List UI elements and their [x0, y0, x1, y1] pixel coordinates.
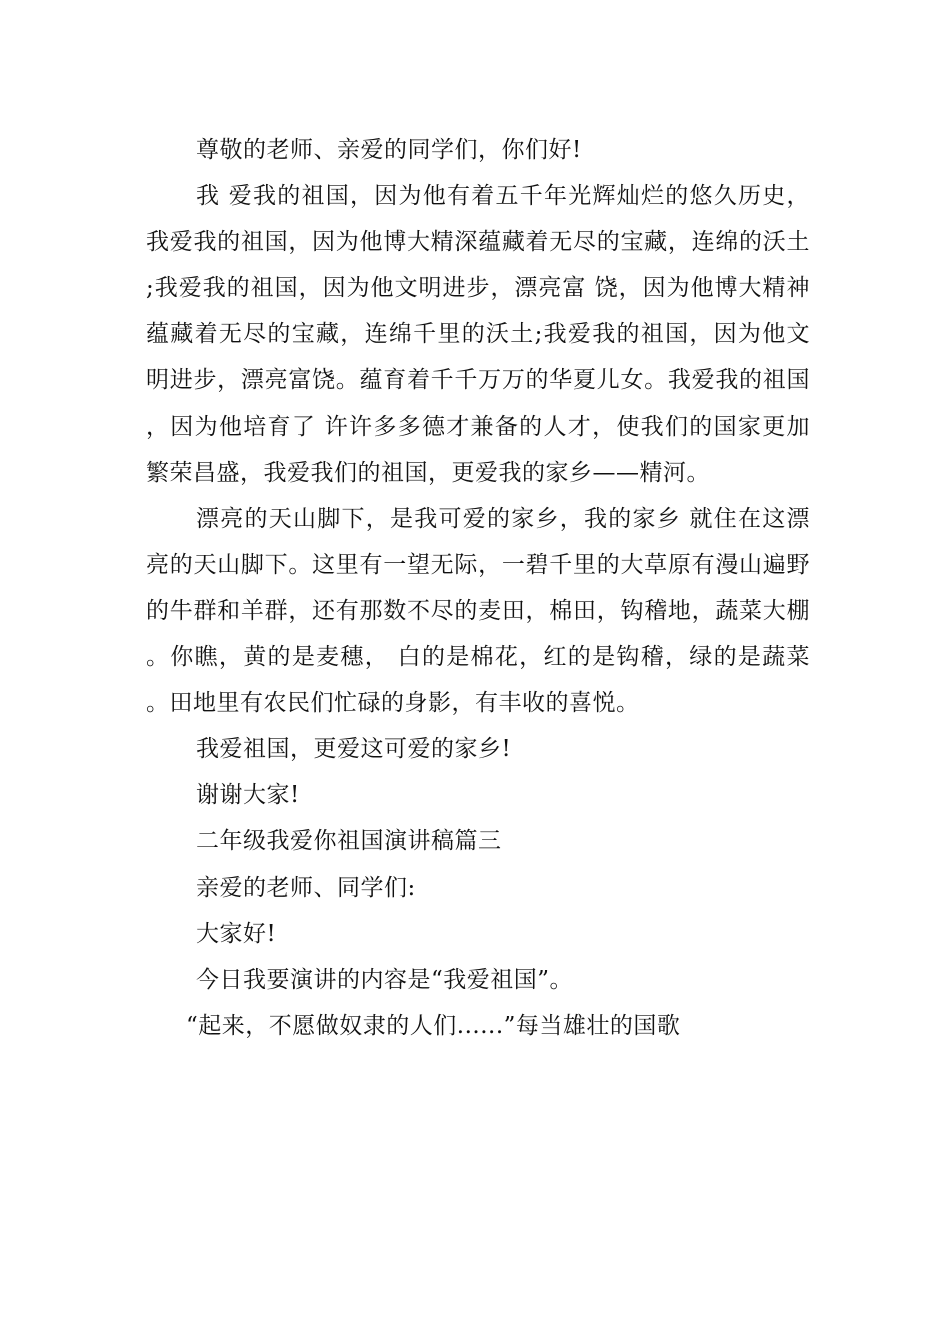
- anthem-paragraph: “起来，不愿做奴隶的人们......”每当雄壮的国歌: [186, 1012, 681, 1039]
- speech-body: [146, 127, 810, 1049]
- greeting-paragraph: 尊敬的老师、亲爱的同学们，你们好!: [196, 137, 582, 163]
- hello-line: 大家好!: [196, 920, 277, 947]
- hometown-paragraph: 漂亮的天山脚下，是我可爱的家乡，我的家乡 就住在这漂亮的天山脚下。这里有一望无际，一碧千里的大草原有漫山遍野的牛群和羊群，还有那数不尽的麦田，棉田，钩稽地，蔬菜大棚。你瞧，黄的是麦穗， 白的是棉花，红的是钩稽，绿的是蔬菜。田地里有农民们忙碌的身影，有丰收的喜悦。: [146, 505, 810, 717]
- topic-line: 今日我要演讲的内容是“我爱祖国”。: [196, 966, 574, 993]
- section-heading: 二年级我爱你祖国演讲稿篇三: [196, 828, 502, 855]
- love-motherland-paragraph: 我 爱我的祖国，因为他有着五千年光辉灿烂的悠久历史，我爱我的祖国，因为他博大精深蕴藏着无尽的宝藏，连绵的沃土;我爱我的祖国，因为他文明进步，漂亮富 饶，因为他博大精神蕴藏着无尽的宝藏，连绵千里的沃土;我爱我的祖国，因为他文明进步，漂亮富饶。蕴育着千千万万的华夏儿女。我爱我的祖国，因为他培育了 许许多多德才兼备的人才，使我们的国家更加繁荣昌盛，我爱我们的祖国，更爱我的家乡——精河。: [146, 183, 810, 486]
- closing-line: 我爱祖国，更爱这可爱的家乡!: [196, 736, 512, 763]
- salutation-line: 亲爱的老师、同学们:: [196, 874, 416, 901]
- thanks-line: 谢谢大家!: [196, 782, 300, 809]
